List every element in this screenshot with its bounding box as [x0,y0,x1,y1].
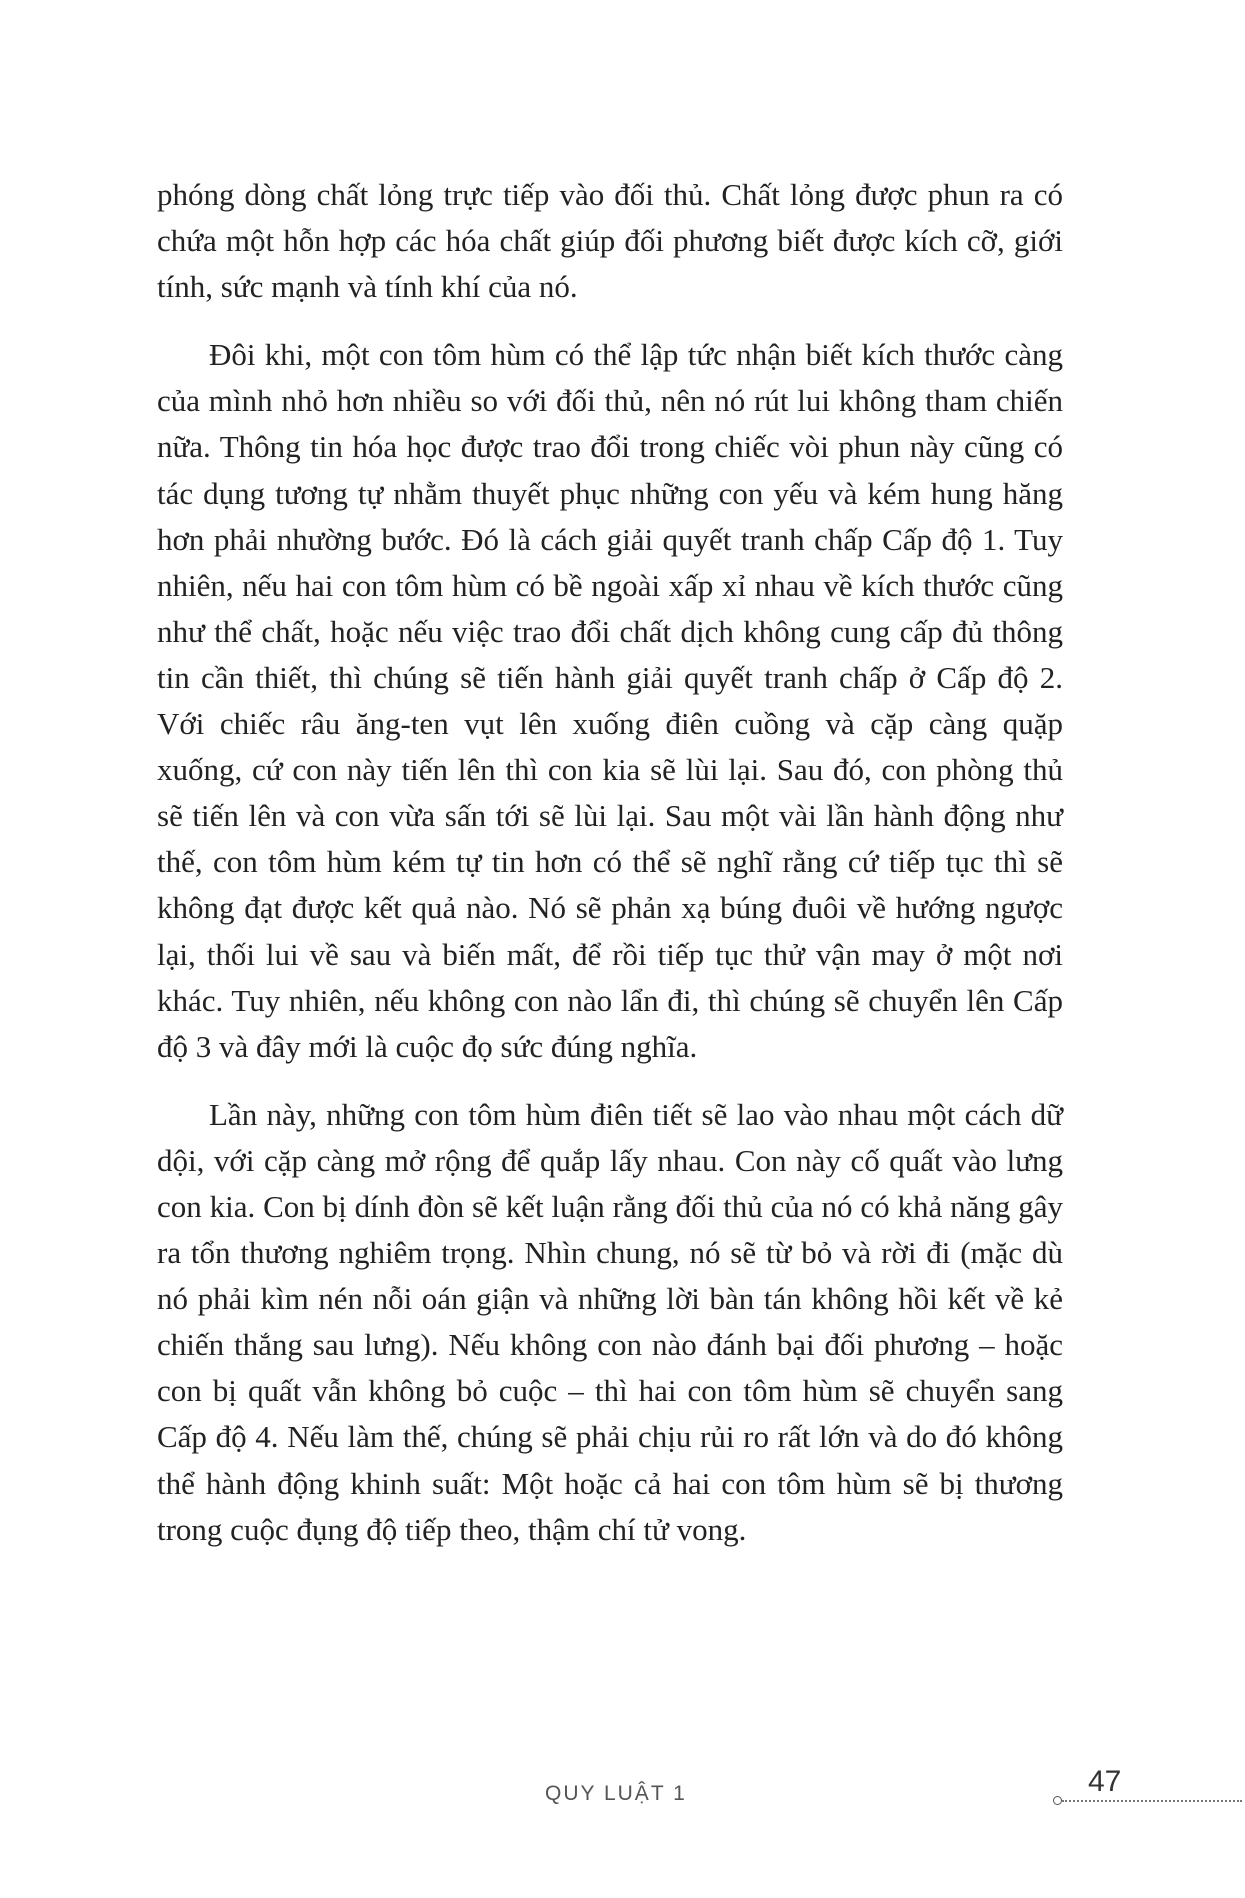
footer-dotted-rule [1062,1800,1242,1802]
page-number: 47 [1088,1765,1122,1798]
paragraph: Lần này, những con tôm hùm điên tiết sẽ lao vào nhau một cách dữ dội, với cặp càng mở rộng để quắp lấy nhau. Con này cố quất vào lưng con kia. Con bị dính đòn sẽ kết luận rằng đối thủ của nó có khả năng gây ra tổn thương nghiêm trọng. Nhìn chung, nó sẽ từ bỏ và rời đi (mặc dù nó phải kìm nén nỗi oán giận và những lời bàn tán không hồi kết về kẻ chiến thắng sau lưng). Nếu không con nào đánh bại đối phương – hoặc con bị quất vẫn không bỏ cuộc – thì hai con tôm hùm sẽ chuyển sang Cấp độ 4. Nếu làm thế, chúng sẽ phải chịu rủi ro rất lớn và do đó không thể hành động khinh suất: Một hoặc cả hai con tôm hùm sẽ bị thương trong cuộc đụng độ tiếp theo, thậm chí tử vong. [157,1096,1063,1547]
footer-circle-ornament [1053,1796,1062,1805]
paragraph-continued: phóng dòng chất lỏng trực tiếp vào đối thủ. Chất lỏng được phun ra có chứa một hỗn hợp các hóa chất giúp đối phương biết được kích cỡ, giới tính, sức mạnh và tính khí của nó. [157,177,1063,305]
paragraph: Đôi khi, một con tôm hùm có thể lập tức nhận biết kích thước càng của mình nhỏ hơn nhiều so với đối thủ, nên nó rút lui không tham chiến nữa. Thông tin hóa học được trao đổi trong chiếc vòi phun này cũng có tác dụng tương tự nhằm thuyết phục những con yếu và kém hung hăng hơn phải nhường bước. Đó là cách giải quyết tranh chấp Cấp độ 1. Tuy nhiên, nếu hai con tôm hùm có bề ngoài xấp xỉ nhau về kích thước cũng như thể chất, hoặc nếu việc trao đổi chất dịch không cung cấp đủ thông tin cần thiết, thì chúng sẽ tiến hành giải quyết tranh chấp ở Cấp độ 2. Với chiếc râu ăng-ten vụt lên xuống điên cuồng và cặp càng quặp xuống, cứ con này tiến lên thì con kia sẽ lùi lại. Sau đó, con phòng thủ sẽ tiến lên và con vừa sấn tới sẽ lùi lại. Sau một vài lần hành động như thế, con tôm hùm kém tự tin hơn có thể sẽ nghĩ rằng cứ tiếp tục thì sẽ không đạt được kết quả nào. Nó sẽ phản xạ búng đuôi về hướng ngược lại, thối lui về sau và biến mất, để rồi tiếp tục thử vận may ở một nơi khác. Tuy nhiên, nếu không con nào lẩn đi, thì chúng sẽ chuyển lên Cấp độ 3 và đây mới là cuộc đọ sức đúng nghĩa. [157,337,1063,1064]
body-text [157,172,1063,1553]
running-footer-chapter-title: QUY LUẬT 1 [545,1782,687,1805]
